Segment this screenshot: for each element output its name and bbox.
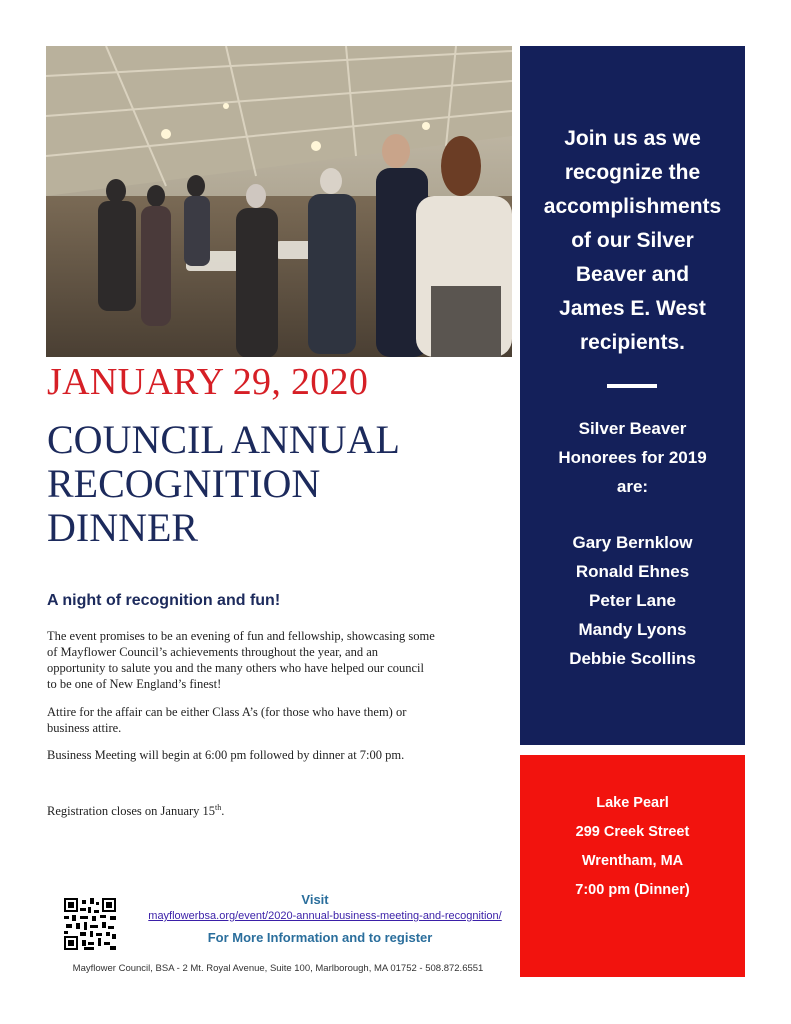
location-panel [520, 755, 745, 977]
attire-paragraph: Attire for the affair can be either Class A’s (for those who have them) or business attire. [47, 705, 407, 735]
list-item: Gary Bernklow [572, 533, 693, 552]
council-address: Mayflower Council, BSA - 2 Mt. Royal Avenue, Suite 100, Marlborough, MA 01752 - 508.872.6551 [72, 963, 484, 974]
tagline: A night of recognition and fun! [47, 592, 281, 609]
more-info-label: For More Information and to register [207, 930, 433, 945]
event-link[interactable]: mayflowerbsa.org/event/2020-annual-business-meeting-and-recognition/ [148, 910, 502, 922]
list-item: Mandy Lyons [578, 620, 687, 639]
honorees-heading: Silver Beaver Honorees for 2019 are: [558, 419, 707, 496]
list-item: Ronald Ehnes [575, 562, 690, 581]
location-details: Lake Pearl 299 Creek Street Wrentham, MA 7:00 pm (Dinner) [575, 795, 690, 898]
description-paragraph: The event promises to be an evening of fun and fellowship, showcasing some of Mayflower Council’s achievements throughout the year, and an opportunity to salute you and the many others who have helped our council to be one of New England’s finest! [47, 629, 435, 691]
list-item: Debbie Scollins [569, 649, 696, 668]
honorees-list [520, 528, 745, 673]
visit-label: Visit [301, 892, 329, 907]
page-title: COUNCIL ANNUAL RECOGNITION DINNER [47, 417, 400, 550]
event-date: JANUARY 29, 2020 [47, 361, 369, 403]
schedule-paragraph: Business Meeting will begin at 6:00 pm followed by dinner at 7:00 pm. [47, 748, 405, 762]
join-message: Join us as we recognize the accomplishments of our Silver Beaver and James E. West recipients. [543, 127, 722, 354]
registration-note: Registration closes on January 15th. [47, 803, 225, 819]
qr-code-icon [64, 898, 116, 950]
recognition-panel [520, 46, 745, 745]
list-item: Peter Lane [589, 591, 676, 610]
divider [607, 384, 657, 388]
event-photo [46, 46, 512, 357]
